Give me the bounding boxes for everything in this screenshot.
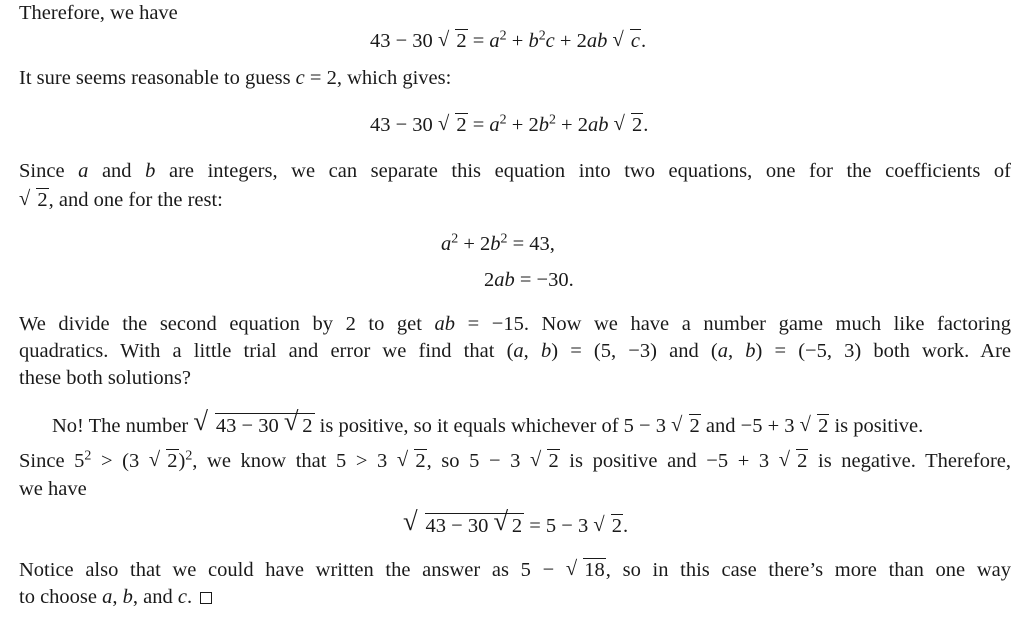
eq-text: =: [467, 30, 490, 52]
equation-3: [403, 506, 629, 540]
paragraph-text: Since 5: [19, 450, 85, 472]
paragraph-text: , we know that 5 > 3: [192, 450, 397, 472]
var-c: c: [295, 67, 305, 89]
paragraph-therefore: [19, 0, 178, 27]
eq-text: = −30.: [514, 269, 574, 291]
paragraph-guess: [19, 65, 451, 92]
paragraph-text: It sure seems reasonable to guess: [19, 67, 296, 89]
paragraph-text: = −15. Now we have a number game much like factoring: [455, 313, 1011, 335]
paragraph-text: are integers, we can separate this equation into two equations, one for the coefficients of: [155, 160, 1011, 182]
var-b: b: [745, 340, 756, 362]
eq-text: + 2: [458, 233, 491, 255]
var-c: c: [545, 30, 555, 52]
var-b: b: [538, 114, 549, 136]
sqrt-symbol: √ 2: [437, 112, 467, 136]
var-b: b: [490, 233, 501, 255]
paragraph-text: ): [178, 450, 186, 472]
paragraph-text: , so in this case there’s more than one way: [605, 559, 1011, 581]
paragraph-no-line3: [19, 476, 87, 503]
paragraph-text: ) = (5, −3) and (: [551, 340, 718, 362]
paragraph-text: Notice also that we could have written the answer as 5 −: [19, 559, 566, 581]
paragraph-text: = 2, which gives:: [304, 67, 452, 89]
paragraph-text: is positive and −5 + 3: [559, 450, 779, 472]
exponent: 2: [84, 448, 92, 464]
sqrt-symbol: √ 2: [19, 187, 48, 211]
var-b: b: [540, 340, 552, 362]
sqrt-symbol: √ 2: [493, 506, 523, 537]
sqrt-symbol: √ c: [612, 28, 640, 52]
paragraph-text: is positive, so it equals whichever of 5 − 3: [314, 415, 672, 437]
exponent: 2: [499, 112, 507, 128]
paragraph-text: , and one for the rest:: [48, 189, 223, 211]
sqrt-symbol: √ 2: [283, 406, 313, 437]
paragraph-divide-line2: [19, 338, 1011, 365]
var-a: a: [102, 586, 113, 608]
exponent: 2: [500, 231, 508, 247]
equation-1: [370, 28, 646, 55]
paragraph-text: ,: [523, 340, 541, 362]
sqrt-symbol: √ 2: [396, 448, 426, 472]
var-ab: ab: [434, 313, 456, 335]
paragraph-text: quadratics. With a little trial and error we find that (: [19, 340, 514, 362]
eq-text: 2: [484, 269, 495, 291]
system-line-2: [484, 267, 574, 294]
sqrt-symbol: √ 43 − 30 √ 2: [403, 513, 524, 540]
var-a: a: [441, 233, 452, 255]
paragraph-text: ,: [112, 586, 123, 608]
exponent: 2: [185, 448, 193, 464]
exponent: 2: [451, 231, 459, 247]
paragraph-text: and −5 + 3: [700, 415, 800, 437]
paragraph-text: , and: [132, 586, 178, 608]
var-b: b: [528, 30, 539, 52]
paragraph-no-line1: [52, 406, 924, 440]
paragraph-text: these both solutions?: [19, 367, 191, 389]
sqrt-symbol: √ 2: [593, 513, 623, 537]
eq-text: .: [623, 515, 629, 537]
paragraph-text: ,: [727, 340, 746, 362]
var-ab: ab: [587, 114, 609, 136]
eq-text: = 43,: [507, 233, 555, 255]
paragraph-text: Since: [19, 160, 79, 182]
sqrt-symbol: √ 18: [565, 557, 605, 581]
paragraph-divide-line3: [19, 365, 191, 392]
exponent: 2: [499, 28, 507, 44]
system-line-1: [441, 231, 555, 258]
exponent: 2: [538, 28, 546, 44]
var-a: a: [513, 340, 524, 362]
paragraph-text: .: [186, 586, 193, 608]
paragraph-notice-line2: [19, 584, 212, 611]
exponent: 2: [548, 112, 556, 128]
sqrt-symbol: √ 2: [778, 448, 808, 472]
paragraph-text: is negative. Therefore,: [808, 450, 1012, 472]
eq-text: + 2: [555, 114, 588, 136]
paragraph-text: we have: [19, 478, 87, 500]
paragraph-text: No! The number: [52, 415, 194, 437]
eq-text: + 2: [554, 30, 587, 52]
paragraph-text: We divide the second equation by 2 to get: [19, 313, 435, 335]
var-a: a: [489, 30, 500, 52]
sqrt-symbol: √ 2: [799, 413, 829, 437]
eq-text: + 2: [506, 114, 539, 136]
var-a: a: [717, 340, 728, 362]
paragraph-notice-line1: [19, 557, 1011, 584]
paragraph-text: to choose: [19, 586, 103, 608]
var-a: a: [489, 114, 500, 136]
paragraph-text: ) = (−5, 3) both work. Are: [755, 340, 1012, 362]
equation-2: [370, 112, 648, 139]
paragraph-text: is positive.: [829, 415, 924, 437]
paragraph-text: , so 5 − 3: [426, 450, 531, 472]
eq-text: .: [643, 114, 649, 136]
eq-text: +: [506, 30, 529, 52]
paragraph-text: Therefore, we have: [19, 2, 178, 24]
sqrt-symbol: √ 2: [671, 413, 700, 437]
qed-square-icon: [200, 592, 212, 604]
var-b: b: [145, 160, 156, 182]
eq-text: = 5 − 3: [524, 515, 594, 537]
var-a: a: [78, 160, 89, 182]
paragraph-separate-line1: [19, 158, 1011, 185]
var-ab: ab: [494, 269, 515, 291]
paragraph-text: > (3: [91, 450, 149, 472]
eq-text: =: [467, 114, 490, 136]
eq-text: .: [641, 30, 647, 52]
sqrt-symbol: √ 2: [530, 448, 559, 472]
sqrt-symbol: √ 2: [437, 28, 467, 52]
sqrt-symbol: √ 43 − 30 √ 2: [193, 413, 314, 440]
sqrt-symbol: √ 2: [613, 112, 643, 136]
paragraph-separate-line2: [19, 187, 223, 214]
var-c: c: [177, 586, 187, 608]
paragraph-no-line2: [19, 448, 1011, 475]
eq-text: 43 − 30: [370, 114, 438, 136]
sqrt-symbol: √ 2: [148, 448, 178, 472]
eq-text: 43 − 30: [370, 30, 438, 52]
var-b: b: [122, 586, 133, 608]
paragraph-text: and: [88, 160, 146, 182]
paragraph-divide-line1: [19, 311, 1011, 338]
var-ab: ab: [586, 30, 608, 52]
